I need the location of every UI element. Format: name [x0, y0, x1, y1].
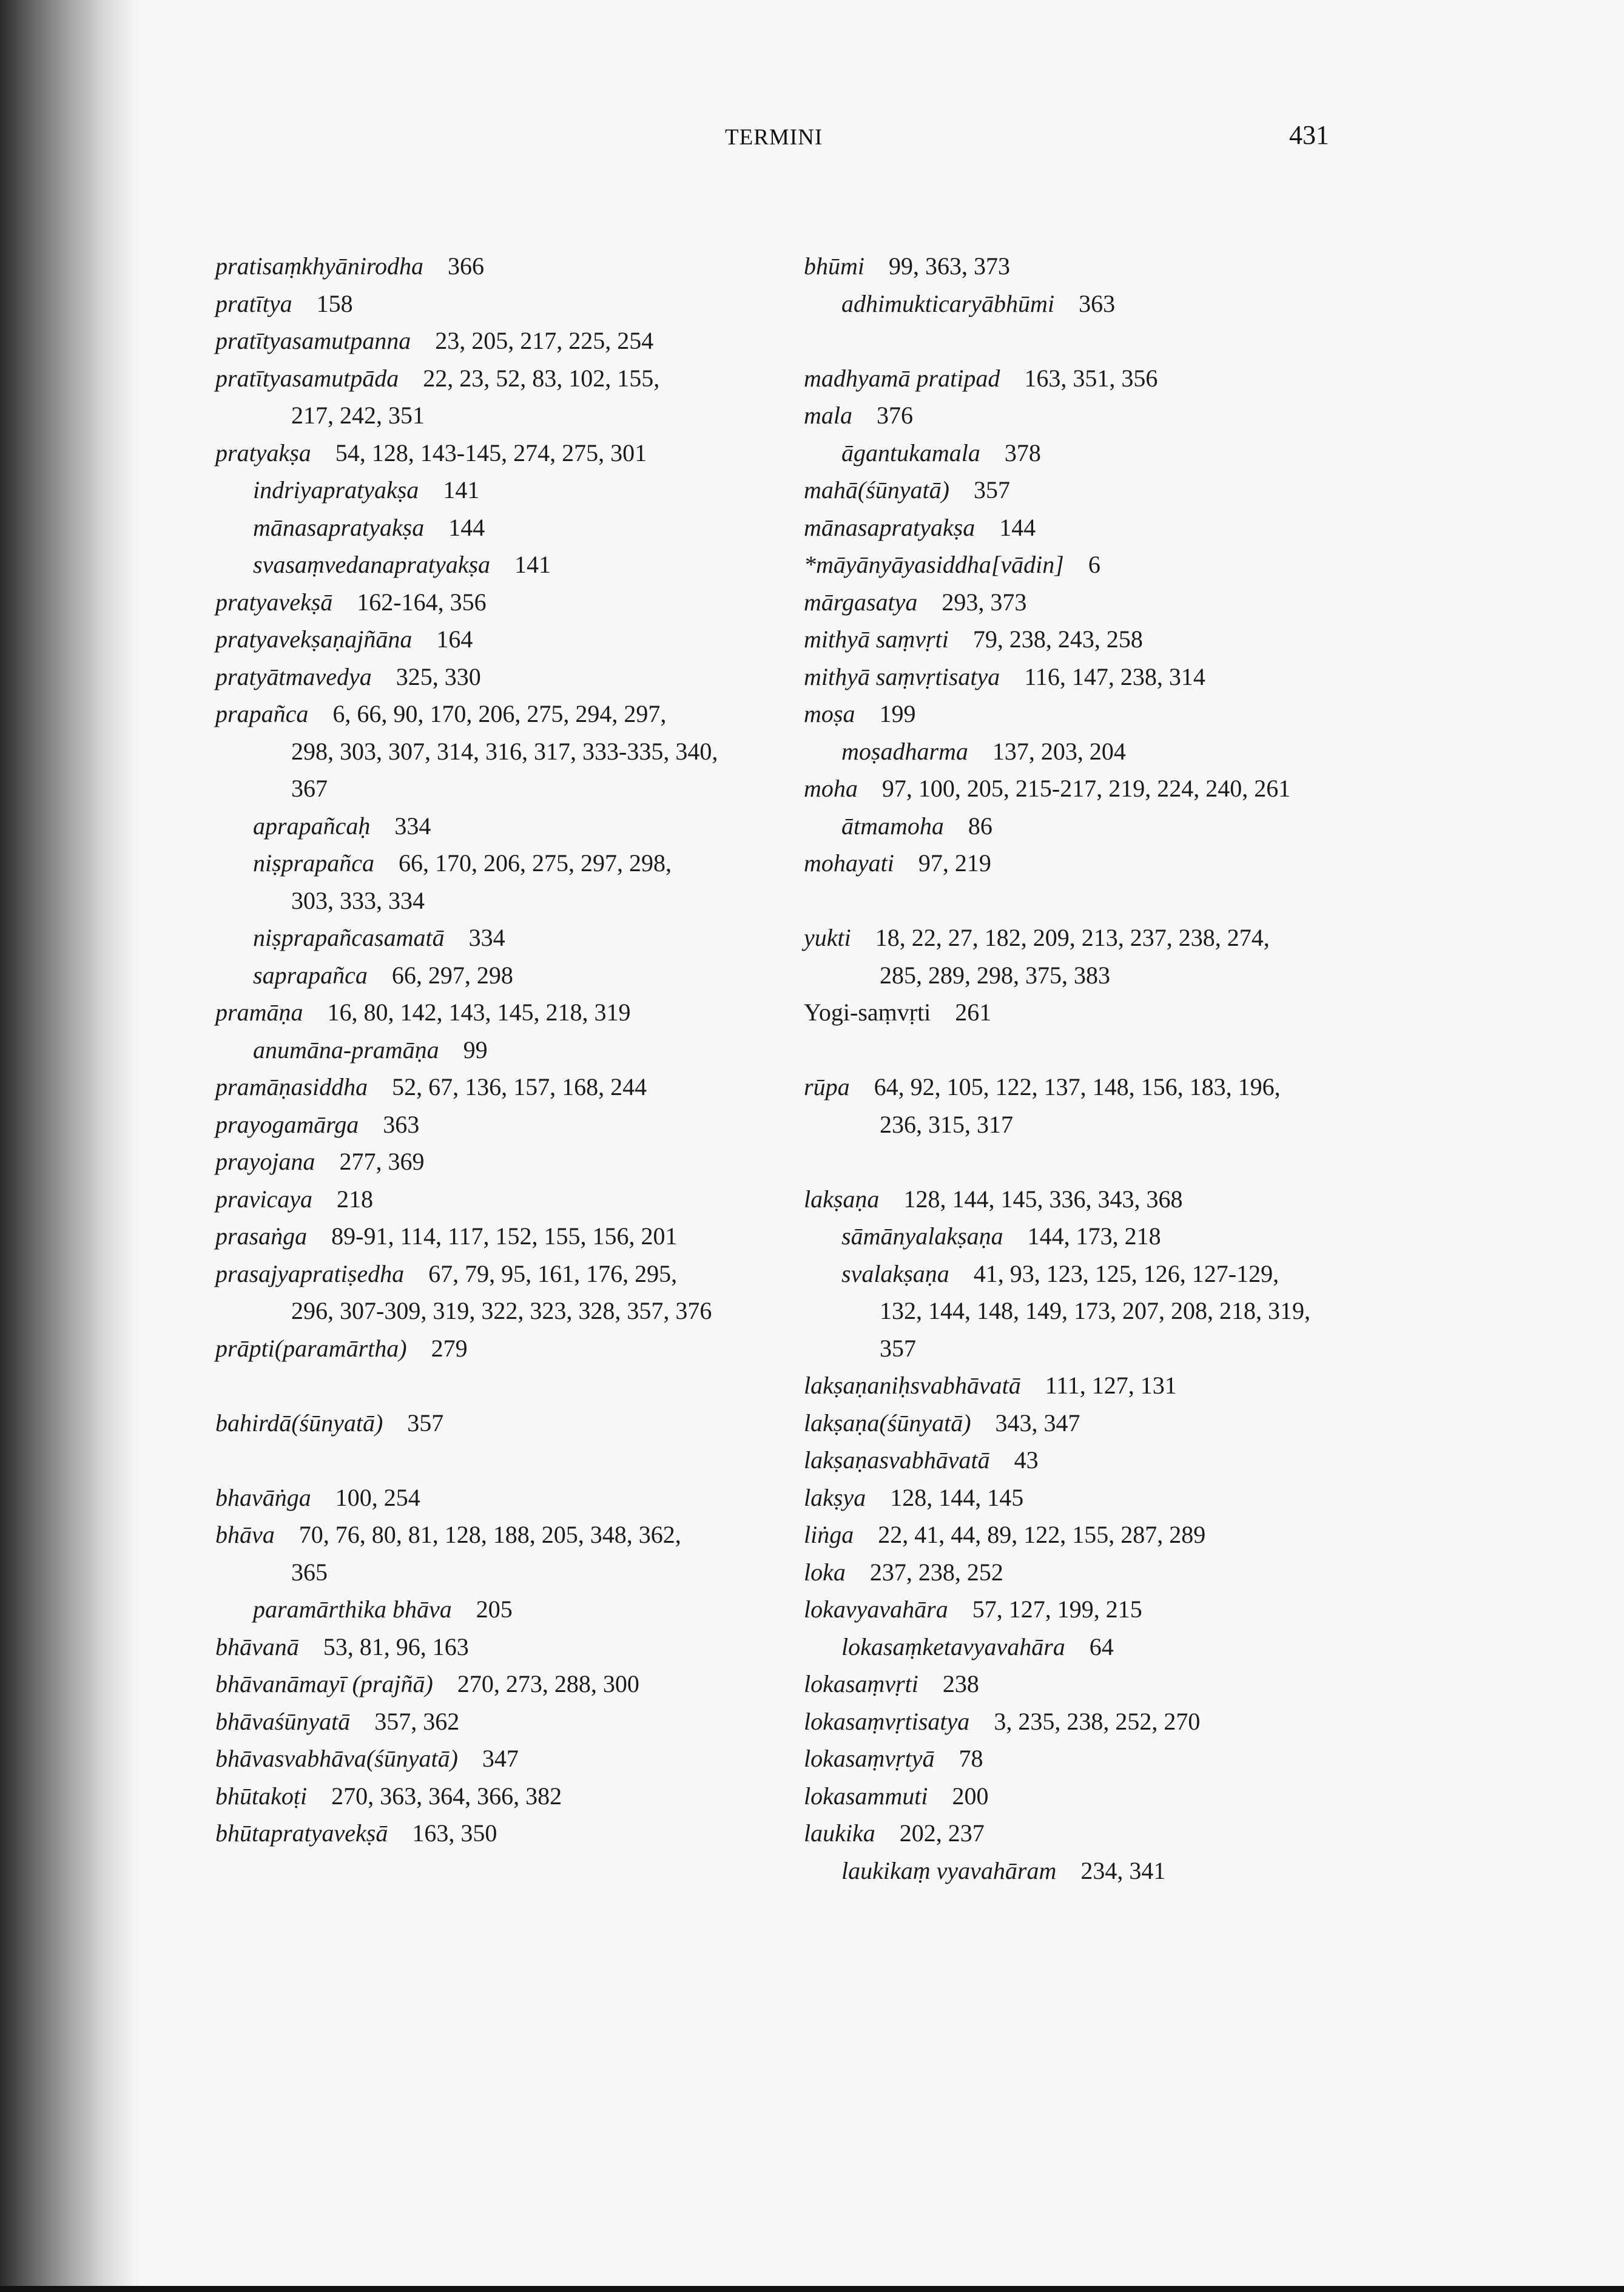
index-term: svasaṃvedanapratyakṣa	[253, 551, 491, 578]
index-pages: 22, 23, 52, 83, 102, 155,	[423, 364, 660, 392]
index-entry	[215, 248, 798, 285]
index-entry	[804, 1479, 1386, 1517]
index-term: sāmānyalakṣaṇa	[841, 1222, 1003, 1250]
index-pages: 347	[482, 1745, 519, 1772]
index-term: bhūtakoṭi	[215, 1782, 308, 1810]
index-subentry	[215, 844, 798, 882]
index-pages: 89-91, 114, 117, 152, 155, 156, 201	[331, 1222, 678, 1250]
index-entry	[215, 360, 798, 397]
index-entry	[804, 658, 1386, 696]
index-term: niṣprapañca	[253, 849, 374, 877]
index-pages: 376	[877, 402, 913, 429]
index-pages: 97, 100, 205, 215-217, 219, 224, 240, 261	[881, 775, 1291, 802]
index-term: paramārthika bhāva	[253, 1596, 452, 1623]
index-term: ātmamoha	[841, 812, 944, 840]
index-pages: 66, 170, 206, 275, 297, 298,	[399, 849, 672, 877]
index-pages-continuation: 367	[291, 775, 328, 802]
index-term: pramāṇasiddha	[215, 1073, 368, 1100]
index-pages: 238	[942, 1670, 979, 1697]
entry-spacer	[804, 322, 1386, 360]
index-pages: 334	[468, 924, 505, 951]
index-entry	[804, 1703, 1386, 1741]
index-pages: 16, 80, 142, 143, 145, 218, 319	[327, 999, 631, 1026]
index-term: aprapañcaḥ	[253, 812, 371, 840]
index-entry	[215, 1740, 798, 1778]
index-term: lokasammuti	[804, 1782, 928, 1810]
index-term: prasaṅga	[215, 1222, 308, 1250]
index-entry	[804, 1367, 1386, 1404]
index-entry	[215, 1815, 798, 1852]
index-term: lakṣya	[804, 1483, 866, 1511]
index-pages-continuation: 217, 242, 351	[291, 402, 425, 429]
index-pages: 270, 273, 288, 300	[457, 1670, 639, 1697]
index-term: Yogi-saṃvṛti	[804, 999, 931, 1026]
entry-spacer	[804, 1031, 1386, 1069]
index-term: mithyā saṃvṛti	[804, 625, 949, 653]
index-pages: 378	[1004, 439, 1041, 467]
index-pages: 334	[394, 812, 431, 840]
index-subentry	[215, 509, 798, 547]
index-pages: 357, 362	[374, 1707, 460, 1735]
index-pages-continuation: 285, 289, 298, 375, 383	[880, 961, 1110, 989]
index-term: bhūmi	[804, 252, 864, 280]
index-entry	[215, 695, 798, 733]
index-entry	[804, 844, 1386, 882]
index-pages: 270, 363, 364, 366, 382	[331, 1782, 562, 1810]
index-pages: 64, 92, 105, 122, 137, 148, 156, 183, 196,	[874, 1073, 1281, 1100]
index-term: laukika	[804, 1819, 875, 1847]
index-term: mānasapratyakṣa	[253, 513, 425, 541]
index-column-left	[215, 248, 798, 1852]
index-pages: 279	[431, 1334, 468, 1362]
index-term: moṣa	[804, 700, 855, 727]
index-entry	[215, 1665, 798, 1703]
index-pages: 137, 203, 204	[992, 737, 1126, 765]
index-pages: 366	[447, 252, 484, 280]
index-pages: 97, 219	[918, 849, 991, 877]
index-pages: 6	[1088, 551, 1100, 578]
index-entry	[804, 994, 1386, 1031]
index-entry	[804, 1068, 1386, 1106]
index-term: pramāṇa	[215, 999, 303, 1026]
index-pages-continuation: 357	[880, 1334, 916, 1362]
index-pages: 218	[336, 1185, 373, 1213]
index-pages: 200	[952, 1782, 989, 1810]
index-term: pratyakṣa	[215, 439, 311, 467]
index-term: bhāva	[215, 1521, 275, 1548]
index-pages-continuation: 132, 144, 148, 149, 173, 207, 208, 218, 319,	[880, 1297, 1310, 1324]
index-pages: 53, 81, 96, 163	[323, 1633, 469, 1660]
index-entry	[804, 1740, 1386, 1778]
index-term: *māyānyāyasiddha[vādin]	[804, 551, 1064, 578]
index-term: prasajyapratiṣedha	[215, 1259, 405, 1287]
index-term: madhyamā pratipad	[804, 364, 1000, 392]
index-term: lokasaṃvṛti	[804, 1670, 918, 1697]
index-pages: 343, 347	[995, 1409, 1080, 1437]
index-entry	[215, 1330, 798, 1367]
index-entry	[804, 1665, 1386, 1703]
page-number: 431	[1289, 120, 1329, 150]
index-term: moṣadharma	[841, 737, 968, 765]
index-pages: 111, 127, 131	[1045, 1372, 1177, 1399]
index-pages-continuation: 365	[291, 1558, 328, 1586]
index-entry	[804, 770, 1386, 807]
index-term: yukti	[804, 924, 851, 951]
index-term: pratisaṃkhyānirodha	[215, 252, 423, 280]
index-entry	[804, 1404, 1386, 1442]
index-pages: 363	[383, 1110, 420, 1138]
index-pages-continuation: 236, 315, 317	[880, 1110, 1013, 1138]
index-term: bhavāṅga	[215, 1483, 311, 1511]
index-pages: 162-164, 356	[357, 588, 487, 616]
index-term: bahirdā(śūnyatā)	[215, 1409, 383, 1437]
index-term: prāpti(paramārtha)	[215, 1334, 407, 1362]
index-entry	[215, 994, 798, 1031]
scan-bottom-edge	[0, 2286, 1624, 2292]
index-subentry	[804, 1852, 1386, 1890]
scan-shadow	[0, 0, 140, 2292]
index-pages: 99	[463, 1036, 488, 1063]
index-pages: 99, 363, 373	[889, 252, 1010, 280]
index-pages: 86	[968, 812, 992, 840]
index-pages: 128, 144, 145	[890, 1483, 1024, 1511]
index-term: lakṣaṇa	[804, 1185, 880, 1213]
index-term: pratītya	[215, 289, 292, 317]
index-pages-continuation: 298, 303, 307, 314, 316, 317, 333-335, 340,	[291, 737, 718, 765]
index-term: mārgasatya	[804, 588, 918, 616]
index-term: pratītyasamutpāda	[215, 364, 399, 392]
index-pages-continuation: 303, 333, 334	[291, 886, 425, 914]
index-pages: 164	[436, 625, 473, 653]
entry-spacer	[215, 1367, 798, 1404]
index-entry	[804, 509, 1386, 547]
index-term: anumāna-pramāṇa	[253, 1036, 439, 1063]
index-term: āgantukamala	[841, 439, 980, 467]
index-pages: 67, 79, 95, 161, 176, 295,	[428, 1259, 678, 1287]
index-entry	[215, 1181, 798, 1218]
index-term: lakṣaṇasvabhāvatā	[804, 1446, 990, 1474]
index-term: saprapañca	[253, 961, 368, 989]
index-pages: 52, 67, 136, 157, 168, 244	[392, 1073, 647, 1100]
index-term: mala	[804, 402, 852, 429]
index-term: prayojana	[215, 1148, 315, 1175]
index-entry	[804, 1554, 1386, 1591]
entry-spacer	[804, 1143, 1386, 1181]
index-pages: 22, 41, 44, 89, 122, 155, 287, 289	[878, 1521, 1206, 1548]
index-entry	[804, 360, 1386, 397]
index-term: rūpa	[804, 1073, 850, 1100]
index-subentry	[215, 1031, 798, 1069]
index-term: pratyavekṣā	[215, 588, 333, 616]
index-entry	[215, 1106, 798, 1144]
index-entry	[804, 621, 1386, 658]
index-subentry	[215, 957, 798, 994]
index-pages: 116, 147, 238, 314	[1024, 662, 1205, 690]
index-pages: 23, 205, 217, 225, 254	[435, 327, 654, 354]
index-subentry	[804, 1218, 1386, 1255]
index-pages: 78	[959, 1745, 983, 1772]
index-pages: 3, 235, 238, 252, 270	[994, 1707, 1201, 1735]
index-pages: 144	[999, 513, 1036, 541]
index-pages: 357	[973, 476, 1010, 504]
index-term: lakṣaṇa(śūnyatā)	[804, 1409, 971, 1437]
index-term: adhimukticaryābhūmi	[841, 289, 1055, 317]
index-subentry	[215, 1591, 798, 1628]
index-term: loka	[804, 1558, 846, 1586]
index-pages: 43	[1014, 1446, 1039, 1474]
index-term: prayogamārga	[215, 1110, 359, 1138]
index-term: lakṣaṇaniḥsvabhāvatā	[804, 1372, 1021, 1399]
index-entry	[215, 434, 798, 472]
index-subentry	[215, 546, 798, 584]
index-term: indriyapratyakṣa	[253, 476, 419, 504]
index-entry	[804, 1181, 1386, 1218]
index-subentry	[804, 733, 1386, 770]
index-pages: 141	[514, 551, 551, 578]
index-pages: 79, 238, 243, 258	[972, 625, 1143, 653]
index-pages: 144, 173, 218	[1027, 1222, 1161, 1250]
index-entry	[215, 1068, 798, 1106]
entry-spacer	[804, 882, 1386, 920]
index-entry	[215, 621, 798, 658]
index-entry	[804, 1778, 1386, 1815]
index-subentry	[804, 807, 1386, 845]
index-term: mahā(śūnyatā)	[804, 476, 949, 504]
index-pages: 293, 373	[942, 588, 1027, 616]
index-pages: 357	[407, 1409, 444, 1437]
index-entry	[215, 1404, 798, 1442]
index-subentry	[215, 919, 798, 957]
index-entry	[215, 285, 798, 323]
index-term: niṣprapañcasamatā	[253, 924, 445, 951]
index-entry	[215, 1516, 798, 1554]
index-subentry	[804, 1628, 1386, 1666]
index-pages: 199	[879, 700, 916, 727]
index-pages: 18, 22, 27, 182, 209, 213, 237, 238, 274,	[875, 924, 1270, 951]
index-pages: 128, 144, 145, 336, 343, 368	[903, 1185, 1183, 1213]
index-pages: 163, 351, 356	[1024, 364, 1158, 392]
index-entry	[804, 1591, 1386, 1628]
index-column-right	[804, 248, 1386, 1889]
index-term: moha	[804, 775, 858, 802]
index-entry	[215, 1628, 798, 1666]
index-pages: 70, 76, 80, 81, 128, 188, 205, 348, 362,	[298, 1521, 681, 1548]
index-entry	[804, 695, 1386, 733]
index-term: lokasaṃvṛtisatya	[804, 1707, 970, 1735]
index-pages: 158	[316, 289, 353, 317]
index-entry	[215, 584, 798, 621]
index-entry	[215, 1479, 798, 1517]
index-pages: 202, 237	[899, 1819, 985, 1847]
index-entry	[804, 546, 1386, 584]
index-pages: 205	[476, 1596, 513, 1623]
index-entry	[804, 248, 1386, 285]
index-entry	[215, 1703, 798, 1741]
index-term: bhāvasvabhāva(śūnyatā)	[215, 1745, 458, 1772]
index-term: lokavyavahāra	[804, 1596, 948, 1623]
index-term: mohayati	[804, 849, 894, 877]
index-pages: 66, 297, 298	[391, 961, 513, 989]
index-entry	[215, 658, 798, 696]
index-entry	[215, 1255, 798, 1293]
index-term: pravicaya	[215, 1185, 312, 1213]
index-term: svalakṣaṇa	[841, 1259, 949, 1287]
index-pages: 6, 66, 90, 170, 206, 275, 294, 297,	[332, 700, 667, 727]
entry-spacer	[215, 1441, 798, 1479]
index-term: lokasaṃketavyavahāra	[841, 1633, 1065, 1660]
index-subentry	[215, 807, 798, 845]
index-pages: 100, 254	[335, 1483, 420, 1511]
index-pages: 261	[955, 999, 992, 1026]
index-term: bhāvanā	[215, 1633, 299, 1660]
index-pages: 234, 341	[1080, 1856, 1166, 1884]
index-term: bhūtapratyavekṣā	[215, 1819, 388, 1847]
index-pages: 54, 128, 143-145, 274, 275, 301	[335, 439, 647, 467]
index-entry	[804, 1516, 1386, 1554]
index-pages: 141	[443, 476, 480, 504]
index-term: pratyātmavedya	[215, 662, 372, 690]
index-term: bhāvanāmayī (prajñā)	[215, 1670, 433, 1697]
index-term: bhāvaśūnyatā	[215, 1707, 351, 1735]
index-term: mithyā saṃvṛtisatya	[804, 662, 1000, 690]
index-term: pratyavekṣaṇajñāna	[215, 625, 413, 653]
index-entry	[215, 1143, 798, 1181]
index-term: lokasaṃvṛtyā	[804, 1745, 935, 1772]
index-pages: 277, 369	[339, 1148, 425, 1175]
index-pages-continuation: 296, 307-309, 319, 322, 323, 328, 357, 376	[291, 1297, 712, 1324]
index-entry	[804, 919, 1386, 957]
index-pages: 363	[1079, 289, 1116, 317]
index-pages: 41, 93, 123, 125, 126, 127-129,	[973, 1259, 1279, 1287]
index-entry	[804, 584, 1386, 621]
index-pages: 57, 127, 199, 215	[972, 1596, 1142, 1623]
running-head: TERMINI	[725, 125, 823, 150]
index-entry	[804, 1815, 1386, 1852]
index-term: laukikaṃ vyavahāram	[841, 1856, 1057, 1884]
index-pages: 64	[1089, 1633, 1114, 1660]
index-subentry	[804, 285, 1386, 323]
index-subentry	[804, 434, 1386, 472]
index-entry	[215, 322, 798, 360]
index-term: prapañca	[215, 700, 309, 727]
index-subentry	[804, 1255, 1386, 1293]
index-pages: 144	[448, 513, 485, 541]
index-entry	[804, 1441, 1386, 1479]
index-pages: 237, 238, 252	[869, 1558, 1003, 1586]
index-subentry	[215, 471, 798, 509]
index-entry	[804, 471, 1386, 509]
index-pages: 163, 350	[412, 1819, 497, 1847]
index-entry	[804, 397, 1386, 434]
index-entry	[215, 1218, 798, 1255]
index-entry	[215, 1778, 798, 1815]
index-term: mānasapratyakṣa	[804, 513, 975, 541]
index-term: pratītyasamutpanna	[215, 327, 411, 354]
index-term: liṅga	[804, 1521, 854, 1548]
index-pages: 325, 330	[396, 662, 481, 690]
